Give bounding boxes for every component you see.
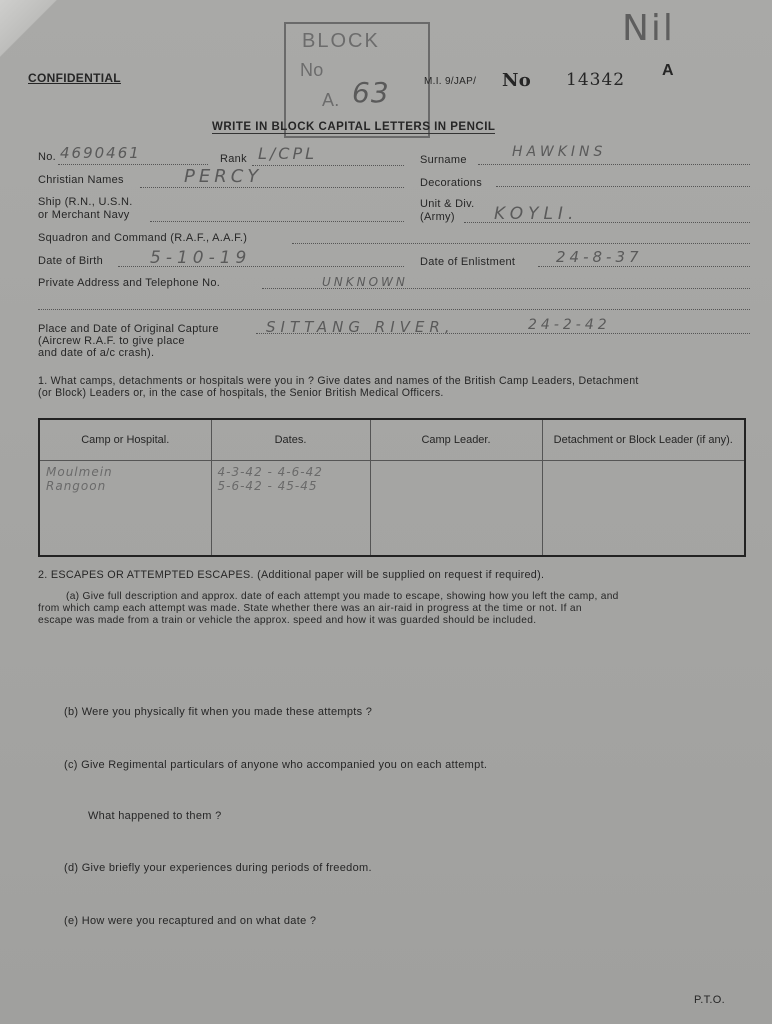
serial-number: 14342 (566, 70, 626, 90)
col-header-leader: Camp Leader. (370, 419, 542, 461)
col-header-detachment: Detachment or Block Leader (if any). (542, 419, 745, 461)
no-label: No. (38, 151, 57, 163)
camp-entry-2: Rangoon (46, 479, 107, 493)
christian-dotline (140, 187, 404, 188)
ship-label-2: or Merchant Navy (38, 209, 130, 221)
capture-label-3: and date of a/c crash). (38, 347, 155, 359)
stamp-number: 63 (352, 76, 390, 109)
surname-value: HAWKINS (512, 144, 607, 160)
dob-value: 5-10-19 (150, 248, 252, 268)
q2-title: 2. ESCAPES OR ATTEMPTED ESCAPES. (Additional paper will be supplied on request if required). (38, 569, 545, 581)
stamp-line-3: A. (322, 90, 340, 110)
ship-dotline (150, 221, 404, 222)
q2e-text: (e) How were you recaptured and on what date ? (64, 915, 317, 927)
unit-label-1: Unit & Div. (420, 198, 475, 210)
leader-cell (370, 461, 542, 557)
surname-label: Surname (420, 154, 467, 166)
enlistment-value: 24-8-37 (556, 248, 643, 266)
squadron-label: Squadron and Command (R.A.F., A.A.F.) (38, 232, 248, 244)
unit-value: KOYLI. (494, 204, 579, 224)
decorations-dotline (496, 186, 750, 187)
unit-dotline (464, 222, 750, 223)
camp-entry-1: Moulmein (46, 465, 113, 479)
capture-place-value: SITTANG RIVER, (266, 318, 455, 336)
address-dotline (262, 288, 750, 289)
detachment-cell (542, 461, 745, 557)
capture-label-1: Place and Date of Original Capture (38, 323, 219, 335)
capture-label-2: (Aircrew R.A.F. to give place (38, 335, 185, 347)
number-label: No (502, 70, 532, 91)
instruction-heading: WRITE IN BLOCK CAPITAL LETTERS IN PENCIL (212, 121, 496, 133)
dates-cell (211, 461, 370, 557)
stamp-line-1: BLOCK (302, 30, 380, 52)
camps-table-body (39, 461, 745, 557)
q1-text-line-2: (or Block) Leaders or, in the case of hospitals, the Senior British Medical Officers. (38, 387, 444, 399)
q2c-followup-text: What happened to them ? (88, 810, 222, 822)
camps-table (38, 418, 746, 557)
rank-value: L/CPL (258, 144, 318, 163)
enlistment-label: Date of Enlistment (420, 256, 516, 268)
torn-corner (0, 0, 70, 70)
serial-suffix: A (662, 62, 674, 79)
q2a-line-1: (a) Give full description and approx. date of each attempt you made to escape, showing how you left the camp, and (66, 591, 619, 602)
confidential-label: CONFIDENTIAL (28, 71, 121, 85)
q1-text-line-1: 1. What camps, detachments or hospitals were you in ? Give dates and names of the British Camp Leaders, Detachment (38, 375, 639, 387)
form-reference: M.I. 9/JAP/ (424, 76, 477, 87)
rank-label: Rank (220, 153, 247, 165)
stamp-line-2: No (300, 60, 324, 80)
no-value: 4690461 (60, 144, 141, 162)
address-dotline-2 (38, 309, 750, 310)
dob-label: Date of Birth (38, 255, 104, 267)
q2b-text: (b) Were you physically fit when you made these attempts ? (64, 706, 373, 718)
dob-dotline (118, 266, 404, 267)
dates-entry-2: 5-6-42 - 45-45 (217, 479, 318, 493)
surname-dotline (478, 164, 750, 165)
address-label: Private Address and Telephone No. (38, 277, 221, 289)
christian-names-label: Christian Names (38, 174, 124, 186)
address-value: UNKNOWN (322, 275, 408, 289)
capture-date-value: 24-2-42 (528, 317, 611, 333)
q2a-line-3: escape was made from a train or vehicle the approx. speed and how it was guarded should be included. (38, 615, 537, 626)
col-header-dates: Dates. (211, 419, 370, 461)
no-dotline (58, 164, 208, 165)
rank-dotline (252, 165, 404, 166)
annotation-nil: Nil (622, 8, 675, 49)
dates-entry-1: 4-3-42 - 4-6-42 (217, 465, 323, 479)
decorations-label: Decorations (420, 177, 482, 189)
capture-dotline (256, 333, 750, 334)
q2d-text: (d) Give briefly your experiences during periods of freedom. (64, 862, 372, 874)
ship-label-1: Ship (R.N., U.S.N. (38, 196, 133, 208)
q2a-line-2: from which camp each attempt was made. State whether there was an air-raid in progress at the time or not. If an (38, 603, 582, 614)
enlistment-dotline (538, 266, 750, 267)
christian-names-value: PERCY (184, 166, 263, 187)
unit-label-2: (Army) (420, 211, 455, 223)
col-header-camp: Camp or Hospital. (39, 419, 211, 461)
pto-label: P.T.O. (694, 994, 725, 1006)
camps-table-header (39, 419, 745, 461)
squadron-dotline (292, 243, 750, 244)
camp-cell (39, 461, 211, 557)
q2c-text: (c) Give Regimental particulars of anyone who accompanied you on each attempt. (64, 759, 488, 771)
